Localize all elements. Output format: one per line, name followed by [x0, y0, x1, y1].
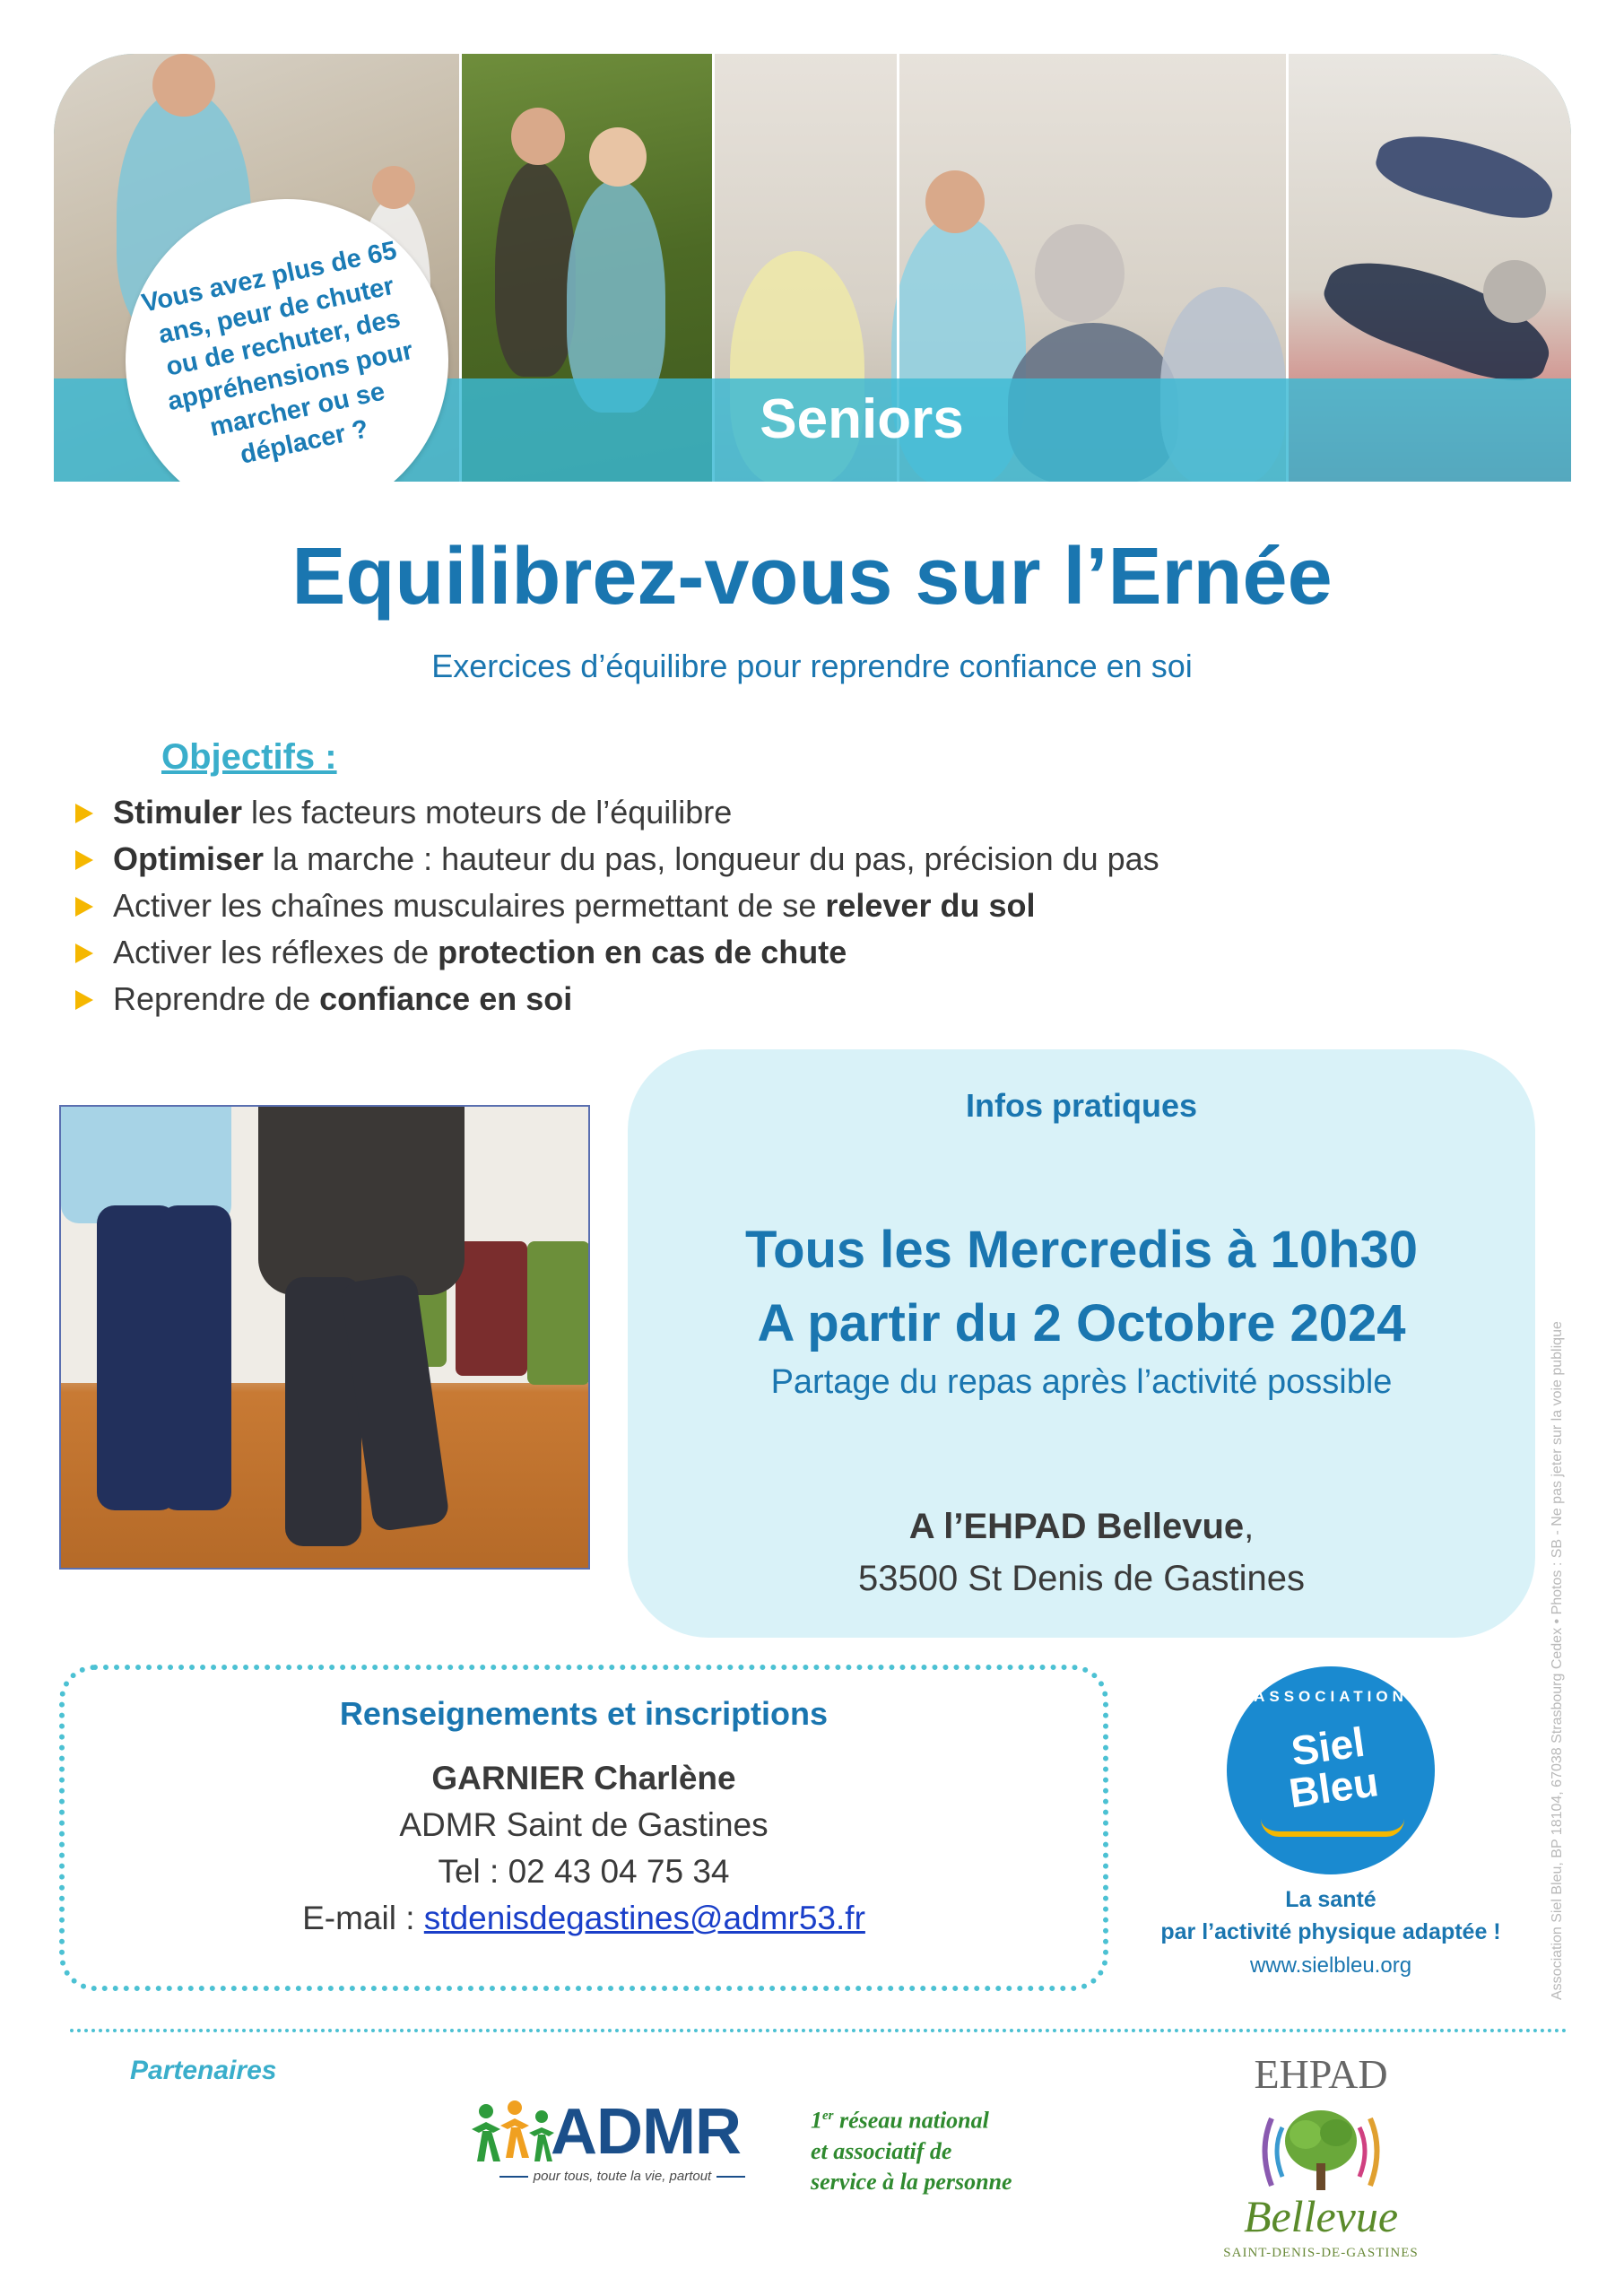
- objective-text: Activer les chaînes musculaires permettant de se: [113, 887, 826, 924]
- objective-bold: protection en cas de chute: [438, 934, 847, 970]
- objectives-heading: Objectifs :: [161, 737, 337, 777]
- siel-logo-name-2: Bleu: [1286, 1758, 1382, 1817]
- siel-logo-name: [1222, 1711, 1440, 1822]
- legal-side-note: Association Siel Bleu, BP 18104, 67038 Strasbourg Cedex • Photos : SB - Ne pas jeter sur la voie publique: [1550, 1321, 1565, 2000]
- photo-chair: [456, 1241, 527, 1376]
- triangle-bullet-icon: [75, 850, 93, 870]
- info-place: [628, 1507, 1535, 1547]
- contact-name: GARNIER Charlène: [431, 1760, 736, 1796]
- contact-organization: ADMR Saint de Gastines: [399, 1806, 769, 1843]
- bubble-text: Vous avez plus de 65 ans, peur de chuter ou de rechuter, des appréhensions pour marcher ou se déplacer ?: [139, 236, 416, 471]
- objective-bold: confiance en soi: [319, 980, 573, 1017]
- triangle-bullet-icon: [75, 804, 93, 823]
- siel-tagline-2: par l’activité physique adaptée !: [1160, 1919, 1501, 1944]
- admr-desc-line-2: et associatif de: [811, 2137, 952, 2164]
- objective-text: Reprendre de: [113, 980, 320, 1017]
- objective-text: la marche : hauteur du pas, longueur du pas, précision du pas: [264, 840, 1159, 877]
- admr-description: [811, 2100, 1098, 2197]
- siel-logo-association: ASSOCIATION: [1254, 1688, 1408, 1705]
- balance-exercise-photo: [59, 1105, 590, 1570]
- contact-box: [59, 1665, 1108, 1991]
- siel-logo-name-1: Siel: [1288, 1718, 1368, 1775]
- siel-tagline-1: La santé: [1285, 1887, 1376, 1912]
- partners-label: Partenaires: [130, 2056, 277, 2085]
- page-subtitle: Exercices d’équilibre pour reprendre confiance en soi: [431, 648, 1193, 684]
- place-suffix: ,: [1244, 1507, 1255, 1546]
- objective-item: [70, 883, 1415, 929]
- objective-bold: Optimiser: [113, 840, 265, 877]
- info-heading: Infos pratiques: [965, 1087, 1198, 1124]
- admr-figures-icon: [468, 2099, 558, 2170]
- info-panel: [628, 1049, 1535, 1638]
- admr-desc-superscript: er: [822, 2109, 834, 2123]
- photo-person-sweater: [258, 1107, 465, 1295]
- objective-text: les facteurs moteurs de l’équilibre: [242, 794, 733, 831]
- info-meal-note: Partage du repas après l’activité possible: [770, 1363, 1393, 1401]
- objectives-list: [70, 789, 1415, 1022]
- admr-desc-line-3: service à la personne: [811, 2168, 1012, 2195]
- siel-website-link[interactable]: www.sielbleu.org: [1249, 1953, 1412, 1978]
- objective-item: [70, 976, 1415, 1022]
- photo-banner: [54, 54, 1571, 482]
- objective-text: Activer les réflexes de: [113, 934, 439, 970]
- info-city: 53500 St Denis de Gastines: [857, 1559, 1306, 1598]
- contact-phone: Tel : 02 43 04 75 34: [438, 1853, 730, 1890]
- place-name: A l’EHPAD Bellevue: [908, 1507, 1245, 1546]
- contact-heading: Renseignements et inscriptions: [339, 1695, 829, 1732]
- admr-slogan: pour tous, toute la vie, partout: [488, 2169, 757, 2184]
- triangle-bullet-icon: [75, 897, 93, 917]
- objective-item: [70, 836, 1415, 883]
- info-schedule: Tous les Mercredis à 10h30: [744, 1221, 1419, 1279]
- photo-chair: [527, 1241, 590, 1385]
- objective-item: [70, 929, 1415, 976]
- admr-logo: [468, 2090, 764, 2193]
- partners-divider: [70, 2029, 1568, 2032]
- ehpad-name: Bellevue: [1243, 2191, 1399, 2241]
- page-title: Equilibrez-vous sur l’Ernée: [291, 532, 1333, 622]
- email-link[interactable]: stdenisdegastines@admr53.fr: [423, 1900, 865, 1936]
- banner-title: Seniors: [760, 388, 964, 450]
- tree-icon: [1254, 2100, 1388, 2199]
- admr-wordmark: ADMR: [551, 2096, 741, 2168]
- triangle-bullet-icon: [75, 944, 93, 963]
- triangle-bullet-icon: [75, 990, 93, 1010]
- objective-bold: Stimuler: [113, 794, 243, 831]
- email-label: E-mail :: [302, 1900, 424, 1936]
- info-start-date: A partir du 2 Octobre 2024: [757, 1294, 1406, 1352]
- objective-item: [70, 789, 1415, 836]
- admr-desc-rest: réseau national: [833, 2107, 989, 2134]
- photo-person-leg: [160, 1205, 231, 1510]
- objective-bold: relever du sol: [825, 887, 1036, 924]
- contact-email-line: [65, 1900, 1103, 1937]
- siel-bleu-logo: [1227, 1666, 1435, 1874]
- swoosh-icon: [1261, 1819, 1404, 1837]
- ehpad-bellevue-logo: [1218, 2050, 1424, 2266]
- ehpad-subtitle: SAINT-DENIS-DE-GASTINES: [1223, 2246, 1419, 2260]
- admr-desc-line-1: [811, 2100, 1098, 2136]
- admr-desc-number: 1: [811, 2107, 822, 2134]
- ehpad-wordmark: EHPAD: [1254, 2051, 1388, 2097]
